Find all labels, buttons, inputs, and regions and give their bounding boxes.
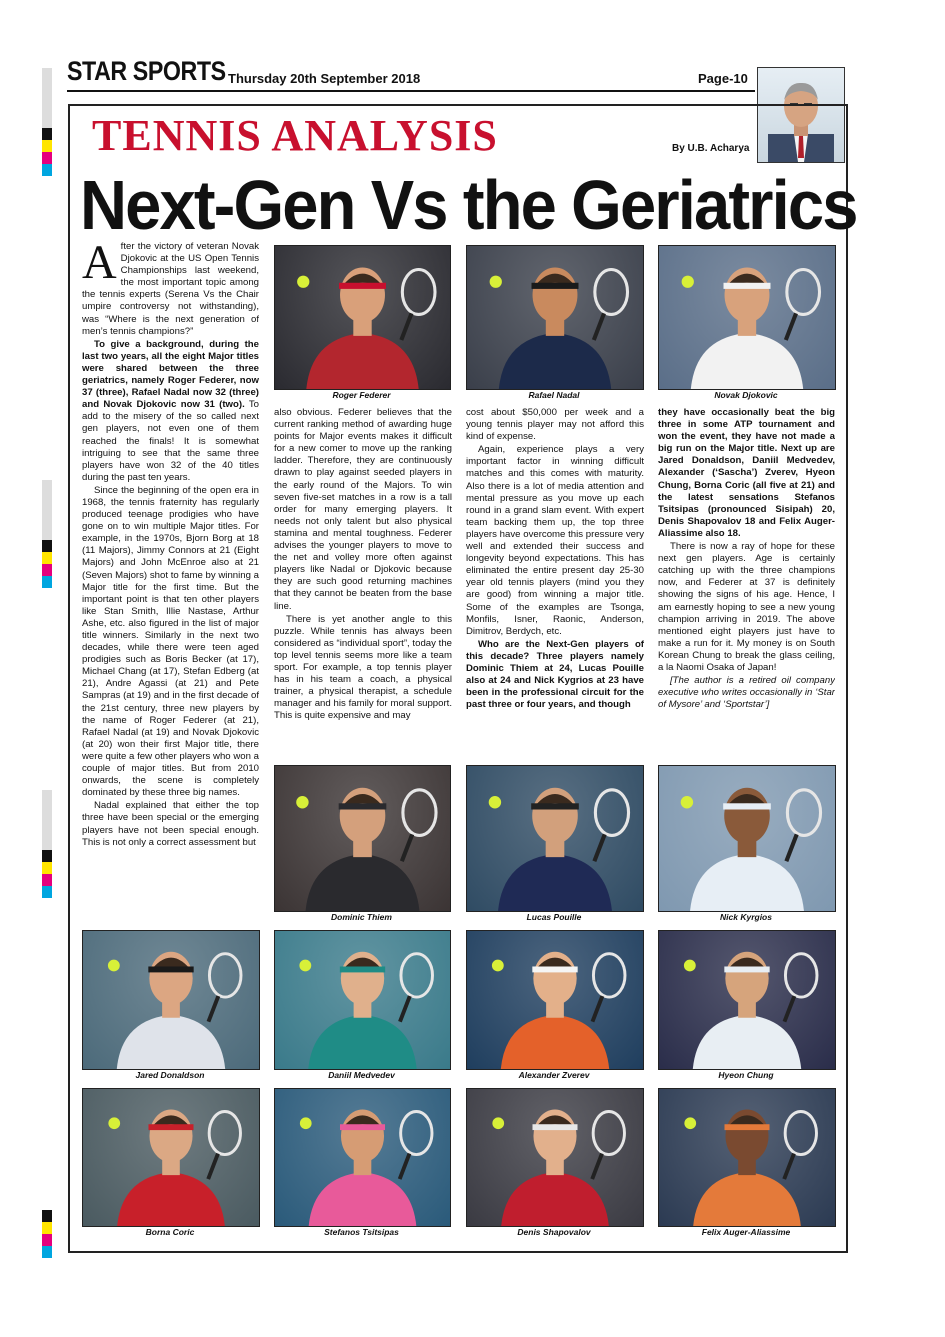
photo-caption: Lucas Pouille [526,912,582,922]
player-photo [658,765,836,912]
paragraph: [The author is a retired oil company executive who writes occasionally in ‘Star of Mysore’ and ‘Sportstar’] [658,675,835,711]
photo-caption: Dominic Thiem [331,912,392,922]
photo-caption: Roger Federer [332,390,391,400]
page-number: Page-10 [698,71,748,86]
section-title: TENNIS ANALYSIS [92,111,498,160]
headline: Next-Gen Vs the Geriatrics [80,166,857,244]
paragraph: they have occasionally beat the big three in some ATP tournament and won the event, they have not made a big run on the Major title. Next up are Jared Donaldson, Daniil Medvedev, Alexander (‘Sascha’) Zverev, Hyeon Chung, Borna Coric (all five at 21) and the latest sensations Stefanos Tsitsipas (pronounced Sisipah) 20, Denis Shapovalov 18 and Felix Auger-Aliassime also 18. [658,407,835,539]
paragraph: Who are the Next-Gen players of this decade? Three players namely Dominic Thiem at 24, Lucas Pouille also at 24 and Nick Kygrios at 23 have been in the professional circuit for the past three or four years, and though [466,638,644,711]
player-photo [658,245,836,390]
paragraph: There is now a ray of hope for these next gen players. Age is certainly catching up with the three champions now, and Federer at 37 is definitely showing the signs of his age. Hence, I am earnestly hoping to see a new young champion arriving in 2019. The above mentioned eight players just have to make a run for it. My money is on South Korean Chung to break the glass ceiling, a la Naomi Osaka of Japan! [658,541,835,673]
player-photo [466,930,644,1070]
player-photo [466,245,644,390]
player-photo [82,930,260,1070]
player-photo [466,1088,644,1227]
registration-bar-top [42,68,52,176]
article-column-2 [274,407,452,759]
paragraph: cost about $50,000 per week and a young tennis player may not afford this kind of expense. [466,407,644,443]
registration-bar-bottom [42,1210,52,1258]
paragraph: There is yet another angle to this puzzle. While tennis has always been considered as “individual sport”, today the top level tennis seems more like a team sport. For example, a top tennis player has in his team a coach, a physical trainer, a physical therapist, a schedule manager and his family for moral support. This is quite expensive and may [274,613,452,722]
player-photo [274,930,451,1070]
photo-caption: Stefanos Tsitsipas [324,1227,399,1237]
photo-caption: Novak Djokovic [714,390,778,400]
player-photo [82,1088,260,1227]
player-photo [274,1088,451,1227]
photo-caption: Rafael Nadal [528,390,580,400]
paragraph: After the victory of veteran Novak Djokovic at the US Open Tennis Championships last weekend, the most important topic among the tennis experts (Serena Vs the Chair umpire controversy not withstanding), was “Where is the next generation of men’s tennis champions?” [82,241,259,337]
paragraph: Since the beginning of the open era in 1968, the tennis fraternity has regularly produced teenage prodigies who have gone on to win multiple Major titles. For example, in the 1970s, Bjorn Borg at 18 (11 Majors), Jimmy Connors at 21 (Eight Majors) and John McEnroe also at 21 (Seven Majors) shot to fame by winning a Major title for the first time. But the important point is that ten other players like Stan Smith, Illie Nastase, Arthur Ashe, etc. also figured in the list of major title winners. Similarly in the next two decades, while there were teen aged prodigies such as Boris Becker (at 17), Michael Chang (at 17), Stefan Edberg (at 21), Andre Agassi (at 21) and Pete Sampras (at 19) and in the first decade of the 21st century, three new players by the name of Roger Federer (at 21), Rafael Nadal (at 19) and Novak Djokovic (at 20) won their first Major title, there were quite a few other players who won a couple of major titles. But from 2010 onwards, the scene is completely dominated by these three big names. [82,484,259,799]
player-photo [274,245,451,390]
paragraph: Nadal explained that either the top three have been special or the emerging players have not been special enough. This is not only a correct assessment but [82,800,259,848]
photo-caption: Alexander Zverev [518,1070,590,1080]
header-rule [67,90,755,92]
player-photo [658,930,836,1070]
article-column-1 [82,241,259,926]
paragraph: Again, experience plays a very important factor in winning difficult matches and this comes with maturity. Also there is a lot of media attention and mental pressure as you move up each round in a grand slam event. With expert team backing them up, the top three players have overcome this pressure very well and extended their success and longevity beyond expectations. This has eliminated the entire present day 25-30 year old tennis players (mind you they are good) from winning a major title. Some of the examples are Tsonga, Monfils, Isner, Raonic, Anderson, Dimitrov, Berdych, etc. [466,444,644,637]
photo-caption: Borna Coric [145,1227,195,1237]
byline: By U.B. Acharya [672,143,750,154]
paragraph: also obvious. Federer believes that the current ranking method of awarding huge points for Major events makes it difficult for a new comer to move up the ranking ladder. Therefore, they are continuously drawn to play against seeded players in the early round of the Majors. To win seven five-set matches in a row is a tall order for many emerging players. It needs not only talent but also physical stamina and mental toughness. Federer advises the younger players to move to the net and volley more often against players like Nadal or Djokovic because they are such good returning machines that they cannot be beaten from the base line. [274,407,452,612]
registration-bar-low [42,790,52,898]
player-photo [658,1088,836,1227]
article-column-3 [466,407,644,759]
photo-caption: Daniil Medvedev [328,1070,395,1080]
photo-caption: Felix Auger-Aliassime [701,1227,791,1237]
paragraph: To give a background, during the last two years, all the eight Major titles were shared between the three geriatrics, namely Roger Federer, now 37 (three), Rafael Nadal now 32 (three) and Novak Djokovic now 31 (two). To add to the misery of the so called next gen players, not even one of them reached the finals! It is somewhat intriguing to see that the same three players have won 32 of the 40 titles during the past ten years. [82,338,259,483]
player-photo [274,765,451,912]
article-column-4 [658,407,835,759]
registration-bar-mid [42,480,52,588]
photo-caption: Hyeon Chung [718,1070,774,1080]
photo-caption: Jared Donaldson [135,1070,205,1080]
drop-cap: A [82,241,117,289]
photo-caption: Denis Shapovalov [517,1227,591,1237]
masthead: STAR SPORTS [67,56,226,86]
issue-date: Thursday 20th September 2018 [228,71,421,86]
player-photo [466,765,644,912]
photo-caption: Nick Kyrgios [720,912,772,922]
